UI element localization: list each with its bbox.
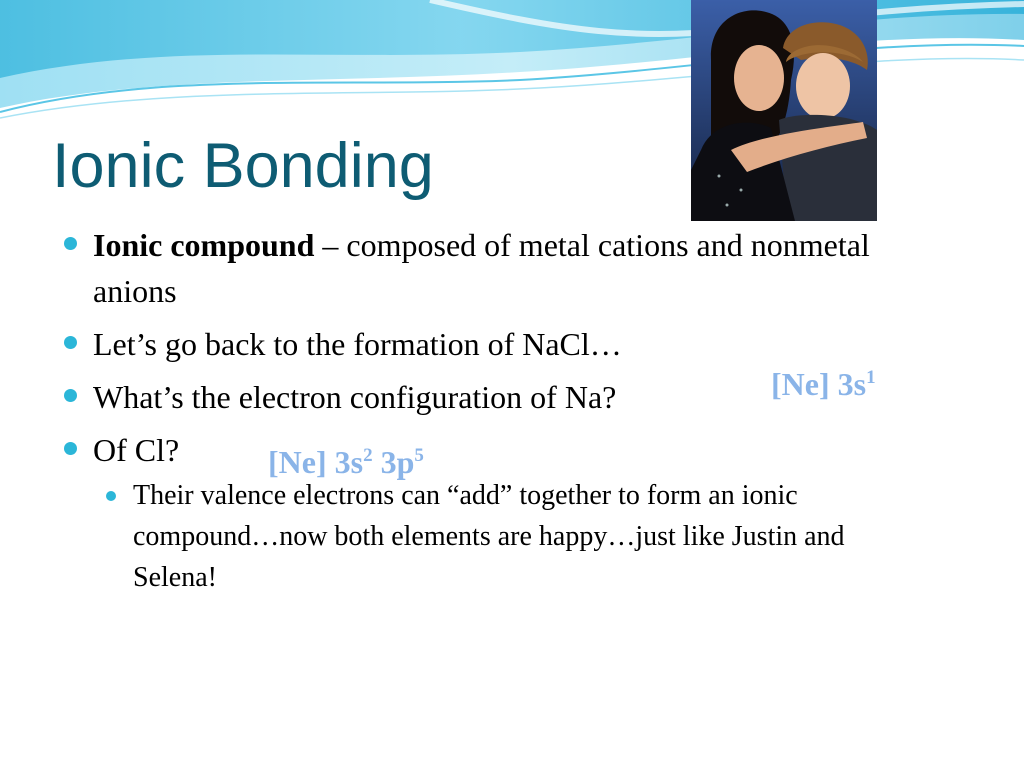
bullet-list: [64, 222, 944, 605]
bullet-dot-icon: [64, 442, 77, 455]
answer-cl-superscript-s: 2: [363, 445, 373, 466]
bullet-item-nacl-formation: [64, 321, 944, 367]
answer-cl-base-s: [Ne] 3s: [268, 444, 364, 480]
sub-bullet-dot-icon: [106, 491, 116, 501]
answer-na-base: [Ne] 3s: [771, 366, 867, 402]
bullet-dot-icon: [64, 336, 77, 349]
sub-bullet-text: Their valence electrons can “add” together to form an ionic compound…now both elements are happy…just like Justin and Selena!: [133, 480, 845, 593]
answer-na-configuration: [771, 364, 876, 410]
photo-illustration: [691, 0, 877, 221]
sub-bullet-list: [93, 475, 944, 598]
answer-cl-base-p: 3p: [372, 444, 415, 480]
answer-cl-configuration: [268, 442, 424, 488]
bullet-dot-icon: [64, 389, 77, 402]
sub-bullet-valence-electrons: [106, 475, 933, 598]
bullet-text: Of Cl?: [93, 432, 180, 468]
bullet-bold-term: Ionic compound: [93, 227, 315, 263]
bullet-text: What’s the electron configuration of Na?: [93, 379, 617, 415]
answer-cl-superscript-p: 5: [414, 445, 424, 466]
bullet-text: – composed of metal cations and nonmetal anions: [93, 227, 870, 309]
answer-na-superscript: 1: [866, 367, 876, 388]
bullet-dot-icon: [64, 237, 77, 250]
bullet-item-cl-configuration: [64, 427, 944, 598]
bullet-text: Let’s go back to the formation of NaCl…: [93, 326, 622, 362]
slide-title: Ionic Bonding: [52, 131, 434, 201]
couple-photo: [691, 0, 877, 221]
bullet-item-ionic-compound: [64, 222, 944, 314]
